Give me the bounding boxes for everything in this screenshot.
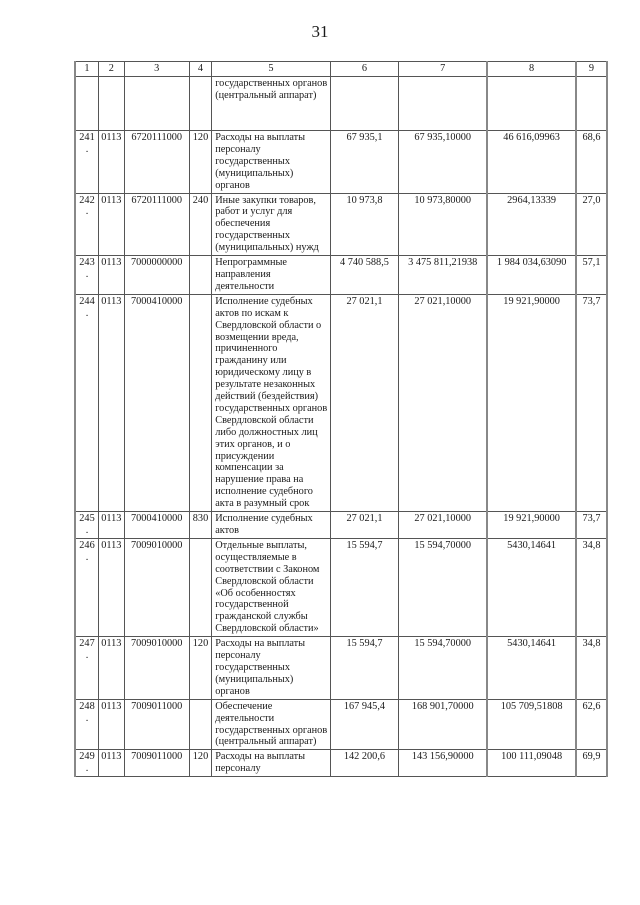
table-row: [75, 637, 607, 700]
cell-col7: 168 901,70000: [399, 699, 488, 750]
table-row: [75, 193, 607, 256]
cell-num: 241.: [75, 131, 99, 194]
cell-col9: 27,0: [576, 193, 607, 256]
table-row: [75, 538, 607, 636]
cell-type: 120: [189, 637, 211, 700]
cell-col7: 10 973,80000: [399, 193, 488, 256]
cell-name: Расходы на выплаты персоналу государственных (муниципальных) органов: [212, 637, 331, 700]
cell-col7: 3 475 811,21938: [399, 256, 488, 295]
cell-num: 242.: [75, 193, 99, 256]
cell-col6: [330, 77, 398, 131]
cell-num: 248.: [75, 699, 99, 750]
column-header: 2: [99, 62, 125, 77]
cell-target: 7009011000: [124, 699, 189, 750]
table-row: [75, 699, 607, 750]
cell-col6: 27 021,1: [330, 512, 398, 539]
cell-target: 7000410000: [124, 512, 189, 539]
cell-type: 120: [189, 750, 211, 777]
cell-col6: 67 935,1: [330, 131, 398, 194]
cell-col7: 67 935,10000: [399, 131, 488, 194]
cell-col7: 27 021,10000: [399, 512, 488, 539]
cell-type: 120: [189, 131, 211, 194]
cell-col9: 68,6: [576, 131, 607, 194]
cell-col6: 142 200,6: [330, 750, 398, 777]
cell-col8: [487, 77, 576, 131]
cell-type: 240: [189, 193, 211, 256]
cell-col9: 73,7: [576, 512, 607, 539]
cell-col8: 100 111,09048: [487, 750, 576, 777]
column-header: 4: [189, 62, 211, 77]
column-header: 7: [399, 62, 488, 77]
cell-col9: 62,6: [576, 699, 607, 750]
cell-col8: 5430,14641: [487, 637, 576, 700]
table-row: [75, 750, 607, 777]
cell-col6: 27 021,1: [330, 294, 398, 511]
cell-col9: 34,8: [576, 538, 607, 636]
cell-col6: 15 594,7: [330, 538, 398, 636]
continuation-row: [75, 77, 607, 131]
cell-col8: 19 921,90000: [487, 512, 576, 539]
cell-name: Расходы на выплаты персоналу государственных (муниципальных) органов: [212, 131, 331, 194]
column-header: 1: [75, 62, 99, 77]
cell-col8: 2964,13339: [487, 193, 576, 256]
cell-type: [189, 77, 211, 131]
cell-col8: 5430,14641: [487, 538, 576, 636]
cell-num: 243.: [75, 256, 99, 295]
budget-table: [74, 61, 608, 777]
cell-num: 247.: [75, 637, 99, 700]
table-row: [75, 512, 607, 539]
cell-num: 249.: [75, 750, 99, 777]
cell-col6: 10 973,8: [330, 193, 398, 256]
cell-target: 6720111000: [124, 131, 189, 194]
cell-section: 0113: [99, 538, 125, 636]
cell-target: 7009010000: [124, 637, 189, 700]
cell-col6: 4 740 588,5: [330, 256, 398, 295]
cell-num: 246.: [75, 538, 99, 636]
table-row: [75, 294, 607, 511]
cell-section: 0113: [99, 256, 125, 295]
cell-section: 0113: [99, 750, 125, 777]
cell-col8: 19 921,90000: [487, 294, 576, 511]
cell-col9: 57,1: [576, 256, 607, 295]
cell-col6: 15 594,7: [330, 637, 398, 700]
cell-col9: 73,7: [576, 294, 607, 511]
cell-col6: 167 945,4: [330, 699, 398, 750]
cell-col7: 27 021,10000: [399, 294, 488, 511]
cell-target: 7000410000: [124, 294, 189, 511]
cell-name: Иные закупки товаров, работ и услуг для обеспечения государственных (муниципальных) нужд: [212, 193, 331, 256]
cell-col7: 143 156,90000: [399, 750, 488, 777]
cell-col9: 34,8: [576, 637, 607, 700]
table-row: [75, 256, 607, 295]
cell-col9: [576, 77, 607, 131]
cell-section: [99, 77, 125, 131]
cell-type: [189, 294, 211, 511]
cell-name: Отдельные выплаты, осуществляемые в соответствии с Законом Свердловской области «Об особенностях государственной гражданской службы Свердловской области»: [212, 538, 331, 636]
header-row: [75, 62, 607, 77]
cell-target: 7000000000: [124, 256, 189, 295]
cell-section: 0113: [99, 294, 125, 511]
cell-type: [189, 699, 211, 750]
cell-section: 0113: [99, 512, 125, 539]
cell-section: 0113: [99, 637, 125, 700]
cell-col7: [399, 77, 488, 131]
cell-type: [189, 538, 211, 636]
cell-section: 0113: [99, 699, 125, 750]
cell-name: Исполнение судебных актов: [212, 512, 331, 539]
cell-type: [189, 256, 211, 295]
cell-col8: 1 984 034,63090: [487, 256, 576, 295]
cell-target: 6720111000: [124, 193, 189, 256]
cell-target: 7009010000: [124, 538, 189, 636]
cell-col7: 15 594,70000: [399, 637, 488, 700]
column-header: 3: [124, 62, 189, 77]
page-number: 31: [311, 22, 329, 41]
table-row: [75, 131, 607, 194]
column-header: 5: [212, 62, 331, 77]
column-header: 8: [487, 62, 576, 77]
cell-name: государственных органов (центральный аппарат): [212, 77, 331, 131]
cell-target: 7009011000: [124, 750, 189, 777]
cell-name: Обеспечение деятельности государственных органов (центральный аппарат): [212, 699, 331, 750]
cell-name: Исполнение судебных актов по искам к Свердловской области о возмещении вреда, причиненного гражданину или юридическому лицу в результате незаконных действий (бездействия) государственных органов Свердловской области либо должностных лиц этих органов, и о присуждении компенсации за нарушение права на исполнение судебного акта в разумный срок: [212, 294, 331, 511]
cell-col9: 69,9: [576, 750, 607, 777]
cell-section: 0113: [99, 131, 125, 194]
cell-section: 0113: [99, 193, 125, 256]
column-header: 6: [330, 62, 398, 77]
cell-name: Непрограммные направления деятельности: [212, 256, 331, 295]
column-header: 9: [576, 62, 607, 77]
cell-num: 245.: [75, 512, 99, 539]
cell-name: Расходы на выплаты персоналу: [212, 750, 331, 777]
cell-num: [75, 77, 99, 131]
cell-col8: 105 709,51808: [487, 699, 576, 750]
cell-type: 830: [189, 512, 211, 539]
cell-target: [124, 77, 189, 131]
cell-num: 244.: [75, 294, 99, 511]
cell-col7: 15 594,70000: [399, 538, 488, 636]
cell-col8: 46 616,09963: [487, 131, 576, 194]
